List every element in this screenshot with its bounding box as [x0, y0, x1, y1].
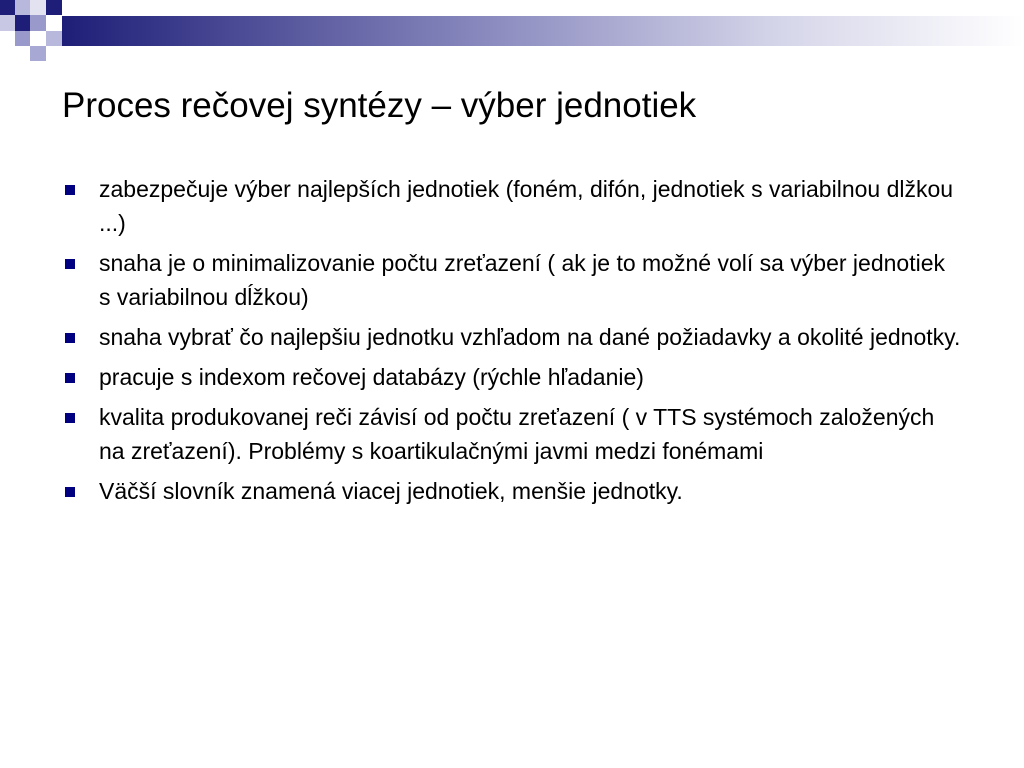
header-square-dark-3 [15, 15, 30, 31]
decorative-header-band [0, 0, 1024, 64]
bullet-text: pracuje s indexom rečovej databázy (rýchle hľadanie) [99, 364, 644, 390]
bullet-text: kvalita produkovanej reči závisí od počtu zreťazení ( v TTS systémoch založených na zreťazení). Problémy s koartikulačnými javmi medzi fonémami [99, 404, 935, 464]
square-bullet-icon [65, 333, 75, 343]
bullet-item [62, 246, 962, 314]
bullet-item [62, 400, 962, 468]
header-square-light-3 [30, 15, 46, 31]
square-bullet-icon [65, 259, 75, 269]
bullet-text: snaha vybrať čo najlepšiu jednotku vzhľadom na dané požiadavky a okolité jednotky. [99, 324, 961, 350]
header-gradient-bar [62, 16, 1024, 46]
header-square-dark-2 [46, 0, 62, 15]
header-square-light-6 [46, 31, 62, 46]
square-bullet-icon [65, 373, 75, 383]
header-square-light-7 [30, 46, 46, 61]
square-bullet-icon [65, 413, 75, 423]
bullet-text: zabezpečuje výber najlepších jednotiek (foném, difón, jednotiek s variabilnou dlžkou ...) [99, 176, 954, 236]
header-square-light-4 [30, 0, 46, 15]
square-bullet-icon [65, 487, 75, 497]
bullet-item [62, 474, 962, 508]
bullet-text: snaha je o minimalizovanie počtu zreťazení ( ak je to možné volí sa výber jednotiek s variabilnou dĺžkou) [99, 250, 946, 310]
bullet-item [62, 320, 962, 354]
header-square-light-1 [15, 0, 30, 15]
bullet-item [62, 360, 962, 394]
bullet-item [62, 172, 962, 240]
header-square-dark-1 [0, 0, 15, 15]
slide-title: Proces rečovej syntézy – výber jednotiek [62, 86, 697, 125]
bullet-text: Väčší slovník znamená viacej jednotiek, menšie jednotky. [99, 478, 683, 504]
bullet-list [62, 172, 962, 514]
header-square-light-2 [0, 15, 15, 31]
square-bullet-icon [65, 185, 75, 195]
header-square-light-5 [15, 31, 30, 46]
